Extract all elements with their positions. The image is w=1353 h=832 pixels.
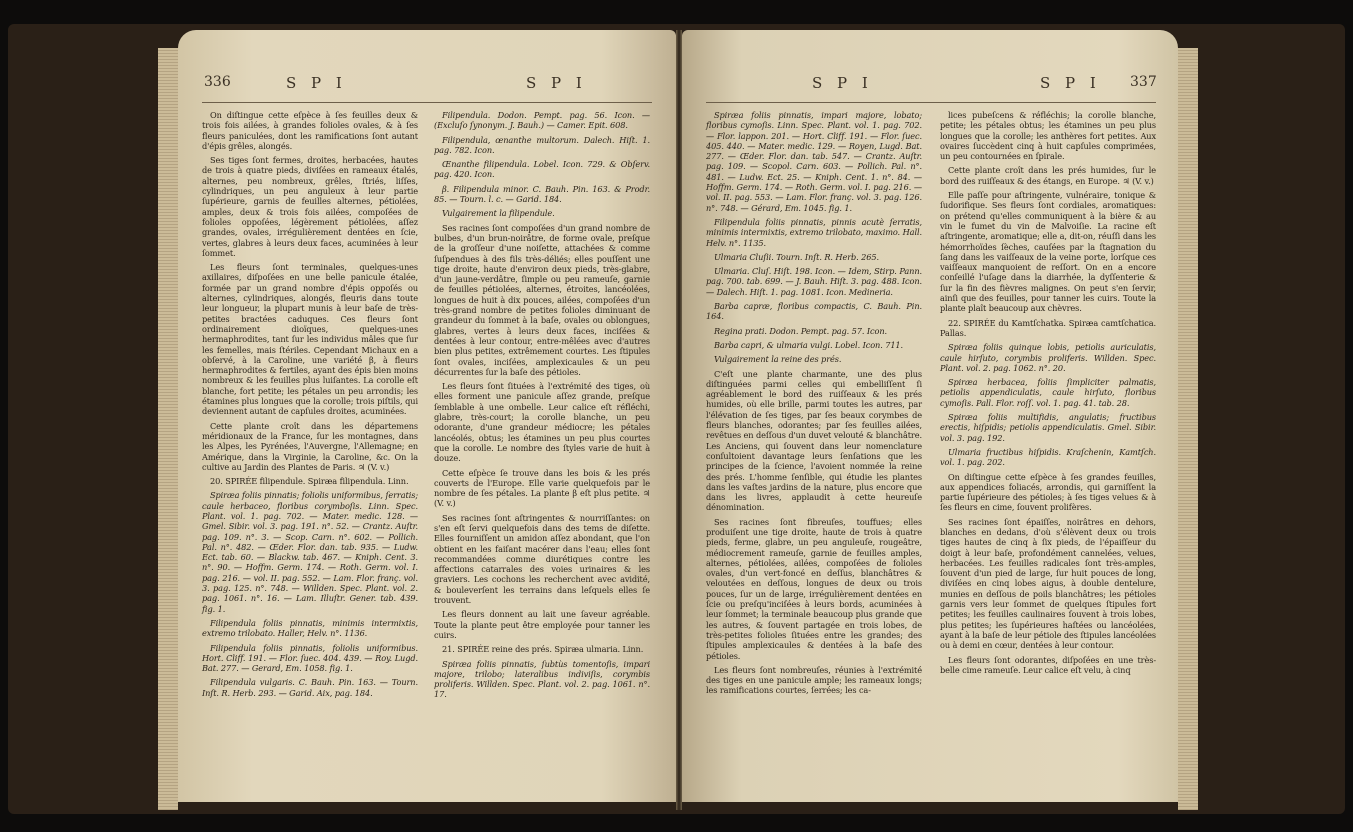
header-rule-left — [202, 102, 652, 103]
paragraph: Ses racines ſont épaiſſes, noirâtres en dehors, blanches en dedans, d'où s'élèvent deux ou trois tiges hautes de cinq à ſix pieds, de l'épaiſſeur du doigt à leur baſe, profondément cannelées, velues, herbacées. Les feuilles radicales ſont très-amples, ſouvent d'un pied de large, ſur huit pouces de long, diviſées en cinq lobes aigus, à double dentelure, munies en deſſous de poils blanchâtres; les pétioles garnis vers leur ſommet de quelques ſtipules fort petites; les feuilles caulinaires ſouvent à trois lobes, plus petites; les ſupérieures haſtées ou lancéolées, ayant à la baſe de leur pétiole des ſtipules lancéolées ou à demi en cœur, dentées à leur contour. — [940, 516, 1156, 651]
citation: Filipendula. Dodon. Pempt. pag. 56. Icon. — (Excluſo ſynonym. J. Bauh.) — Camer. Epit. 608. — [434, 110, 650, 131]
left-page — [178, 30, 676, 802]
citation: Ulmaria. Cluſ. Hiſt. 198. Icon. — Idem, Stirp. Pann. pag. 700. tab. 699. — J. Bauh. Hiſt. 3. pag. 488. Icon. — Dalech. Hiſt. 1. pag. 1081. Icon. Medineria. — [706, 266, 922, 297]
entry-heading: 22. SPIRÉE du Kamtſchatka. Spiræa camtſchatica. Pallas. — [940, 317, 1156, 338]
paragraph: lices pubeſcens & réfléchis; la corolle blanche, petite; les pétales obtus; les étamines un peu plus longues que la corolle; les anthères fort petites. Aux ovaires ſuccèdent cinq à huit capſules comprimées, un peu contournées en ſpirale. — [940, 110, 1156, 162]
page-number-left: 336 — [204, 74, 231, 90]
paragraph: Ses racines ſont compoſées d'un grand nombre de bulbes, d'un brun-noirâtre, de forme ovale, preſque de la groſſeur d'une noiſette, attachées & comme ſuſpendues à des fils très-déliés; elles pouſſent une tige droite, haute d'environ deux pieds, très-glabre, d'un jaune-verdâtre, ſimple ou peu rameuſe, garnie de feuilles pétiolées, alternes, étroites, lancéolées, longues de huit à dix pouces, ailées, compoſées d'un très-grand nombre de petites folioles diminuant de grandeur du ſommet à la baſe, ovales ou oblongues, glabres, vertes à leurs deux faces, inciſées & dentées à leur contour, entre-mêlées avec d'autres bien plus petites, extrêmement courtes. Les ſtipules ſont ovales, inciſées, amplexicaules & un peu décurrentes ſur la baſe des pétioles. — [434, 222, 650, 377]
running-header-right-2: S P I — [1040, 74, 1101, 92]
citation: Œnanthe filipendula. Lobel. Icon. 729. & Obſerv. pag. 420. Icon. — [434, 159, 650, 180]
running-header-left-2: S P I — [526, 74, 587, 92]
left-column-2 — [434, 110, 650, 704]
citation: Barba capri, & ulmaria vulgi. Lobel. Icon. 711. — [714, 339, 904, 350]
page-edge-left — [158, 48, 178, 810]
citation: Filipendula, œnanthe multorum. Dalech. Hiſt. 1. pag. 782. Icon. — [434, 134, 650, 155]
left-column-1 — [202, 110, 418, 702]
citation: Spiræa foliis pinnatis, impari majore, lobato; floribus cymoſis. Linn. Spec. Plant. vol. 1. pag. 702. — Flor. lappon. 201. — Hort. Cliff. 191. — Flor. ſuec. 405. 440. — Mater. medic. 129. — Royen, Lugd. Bat. 277. — Œder. Flor. dan. tab. 547. — Crantz. Auſtr. pag. 109. — Scopol. Carn. 603. — Pollich. Pal. n°. 481. — Ludw. Ect. 25. — Kniph. Cent. 1. n°. 84. — Hoffm. Germ. 174. — Roth. Germ. vol. I. pag. 216. — vol. II. pag. 553. — Lam. Flor. franç. vol. 3. pag. 126. n°. 748. — Gérard, Em. 1045. fig. 1. — [706, 110, 922, 213]
paragraph: Cette plante croît dans les départemens méridionaux de la France, ſur les montagnes, dans les Alpes, les Pyrénées, l'Auvergne, l'Allemagne; en Amérique, dans la Virginie, la Caroline, &c. On la cultive au Jardin des Plantes de Paris. ♃ (V. v.) — [202, 420, 418, 472]
citation: Filipendula foliis pinnatis, foliolis uniformibus. Hort. Cliff. 191. — Flor. ſuec. 404. 439. — Roy. Lugd. Bat. 277. — Gerard, Em. 1058. fig. 1. — [202, 642, 418, 674]
paragraph: Cette plante croît dans les prés humides, ſur le bord des ruiſſeaux & des étangs, en Europe. ♃ (V. v.) — [940, 165, 1156, 186]
paragraph: Les fleurs ſont nombreuſes, réunies à l'extrémité des tiges en une panicule ample; les rameaux longs; les ramifications courtes, ſerrées; les ca- — [706, 664, 922, 696]
right-column-2 — [940, 110, 1156, 679]
paragraph: Les fleurs ſont odorantes, diſpoſées en une très-belle cime rameuſe. Leur calice eſt velu, à cinq — [940, 654, 1156, 675]
citation: Barba capræ, floribus compactis, C. Bauh. Pin. 164. — [706, 301, 922, 322]
paragraph: Les fleurs donnent au lait une ſaveur agréable. Toute la plante peut être employée pour tanner les cuirs. — [434, 609, 650, 640]
entry-heading: 20. SPIRÉE filipendule. Spiræa filipendula. Linn. — [210, 476, 409, 487]
citation: Spiræa foliis pinnatis; foliolis uniformibus, ſerratis; caule herbaceo, floribus corymboſis. Linn. Spec. Plant. vol. 1. pag. 702. — Mater. medic. 128. — Gmel. Sibir. vol. 3. pag. 191. n°. 52. — Crantz. Auſtr. pag. 109. n°. 3. — Scop. Carn. n°. 602. — Pollich. Pal. n°. 482. — Œder. Flor. dan. tab. 935. — Ludw. Ect. tab. 60. — Blackw. tab. 467. — Kniph. Cent. 3. n°. 90. — Hoffm. Germ. 174. — Roth. Germ. vol. I. pag. 216. — vol. II. pag. 552. — Lam. Flor. franç. vol. 3. pag. 125. n°. 748. — Willden. Spec. Plant. vol. 2. pag. 1061. n°. 16. — Lam. Illuſtr. Gener. tab. 439. fig. 1. — [202, 490, 418, 614]
paragraph: Ses tiges ſont fermes, droites, herbacées, hautes de trois à quatre pieds, diviſées en rameaux étalés, alternes, peu nombreux, grêles, ſtriés, liſſes, cylindriques, un peu anguleux à leur partie ſupérieure, garnis de feuilles alternes, pétiolées, amples, deux & trois fois ailées, compoſées de folioles oppoſées, légèrement pétiolées, aſſez grandes, ovales, irrégulièrement dentées en ſcie, vertes, glabres à leurs deux faces, acuminées à leur ſommet. — [202, 155, 418, 258]
paragraph: On diſtingue cette eſpèce à ſes feuilles deux & trois fois ailées, à grandes folioles ovales, & à ſes fleurs paniculées, dont les ramifications ſont autant d'épis grêles, alongés. — [202, 110, 418, 151]
paragraph: Ses racines ſont fibreuſes, touffues; elles produiſent une tige droite, haute de trois à quatre pieds, ferme, glabre, un peu anguleuſe, rougeâtre, médiocrement rameuſe, garnie de feuilles amples, alternes, pétiolées, ailées, compoſées de folioles ovales, d'un vert-foncé en deſſus, blanchâtres & veloutées en deſſous, longues de deux ou trois pouces, ſur un de large, irrégulièrement dentées en ſcie ou preſqu'inciſées à leurs bords, acuminées à leur ſommet; la terminale beaucoup plus grande que les autres, & ſouvent partagée en trois lobes, de très-petites folioles ſituées entre les grandes; des ſtipules amplexicaules & dentées à la baſe des pétioles. — [706, 516, 922, 661]
common-name: Vulgairement la reine des prés. — [714, 354, 842, 365]
paragraph: On diſtingue cette eſpèce à ſes grandes feuilles, aux appendices foliacés, arrondis, qui garniſſent la partie ſupérieure des pétioles; à ſes tiges velues & à ſes fleurs en cime, ſouvent prolifères. — [940, 471, 1156, 513]
paragraph: C'eſt une plante charmante, une des plus diſtinguées parmi celles qui embelliſſent ſi agréablement le bord des ruiſſeaux & les prés humides, où elle brille, parmi toutes les autres, par l'élévation de ſes tiges, par ſes beaux corymbes de fleurs blanches, odorantes; par ſes feuilles ailées, revêtues en deſſous d'un duvet velouté & blanchâtre. Les Anciens, qui ſouvent dans leur nomenclature conſultoient davantage leurs ſenſations que les principes de la ſcience, l'avoient nommée la reine des prés. L'homme ſenſible, qui étudie les plantes dans les vaſtes jardins de la nature, plus encore que dans les livres, applaudit à cette heureuſe dénomination. — [706, 368, 922, 513]
paragraph: Les fleurs ſont terminales, quelques-unes axillaires, diſpoſées en une belle panicule étalée, formée par un grand nombre d'épis oppoſés ou alternes, cylindriques, alongés, fleuris dans toute leur longueur, la plupart munis à leur baſe de très-petites bractées caduques. Ces fleurs ſont ordinairement dioïques, quelques-unes hermaphrodites, tant ſur les individus mâles que ſur les femelles, mais ſtériles. Cependant Michaux en a obſervé, à la Caroline, une variété β, à fleurs hermaphrodites & fertiles, ayant des épis bien moins nombreux & les feuilles plus luiſantes. La corolle eſt blanche, fort petite; les pétales un peu arrondis; les étamines plus longues que la corolle; trois piſtils, qui deviennent autant de capſules droites, acuminées. — [202, 262, 418, 417]
running-header-right-1: S P I — [812, 74, 873, 92]
citation: Filipendula vulgaris. C. Bauh. Pin. 163. — Tourn. Inſt. R. Herb. 293. — Garid. Aix, pag. 184. — [202, 677, 418, 698]
right-column-1 — [706, 110, 922, 700]
paragraph: Elle paſſe pour aſtringente, vulnéraire, tonique & ſudorifique. Ses fleurs ſont cordiales, aromatiques: on prétend qu'elles communiquent à la bière & au vin le fumet du vin de Malvoiſie. La racine eſt aſtringente, aromatique; elle a, dit-on, réuſſi dans les hémorrhoïdes ſèches, cauſées par la ſtagnation du ſang dans les vaiſſeaux de la veine porte, lorſque ces vaiſſeaux manquoient de reſſort. On en a encore conſeillé l'uſage dans la diarrhée, la dyſſenterie & ſur la fin des fièvres malignes. On peut s'en ſervir, ainſi que des feuilles, pour tanner les cuirs. Toute la plante plaît beaucoup aux chèvres. — [940, 190, 1156, 314]
citation: Filipendula foliis pinnatis, minimis intermixtis, extremo trilobato. Haller, Helv. n°. 1136. — [202, 617, 418, 639]
citation: Spiræa herbacea, foliis ſimpliciter palmatis, petiolis appendiculatis, caule hirſuto, floribus cymoſis. Pall. Flor. roſſ. vol. 1. pag. 41. tab. 28. — [940, 377, 1156, 408]
citation: Ulmaria fructibus hiſpidis. Kraſchenin, Kamtſch. vol. 1. pag. 202. — [940, 446, 1156, 468]
page-edge-right — [1178, 48, 1198, 810]
page-number-right: 337 — [1130, 74, 1157, 90]
citation: Filipendula foliis pinnatis, pinnis acutè ſerratis, minimis intermixtis, extremo trilobato, maximo. Hall. Helv. n°. 1135. — [706, 216, 922, 248]
citation: Spiræa foliis multifidis, angulatis; fructibus erectis, hiſpidis; petiolis appendiculatis. Gmel. Sibir. vol. 3. pag. 192. — [940, 412, 1156, 443]
paragraph: Les fleurs ſont ſituées à l'extrémité des tiges, où elles forment une panicule aſſez grande, preſque ſemblable à une ombelle. Leur calice eſt réfléchi, glabre, très-court; la corolle blanche, un peu odorante, d'une grandeur médiocre; les pétales lancéolés, obtus; les étamines un peu plus courtes que la corolle. Le nombre des ſtyles varie de huit à douze. — [434, 381, 650, 464]
citation: Spiræa foliis pinnatis, ſubtùs tomentoſis, impari majore, trilobo; lateralibus indiviſis, corymbis proliferis. Willden. Spec. Plant. vol. 2. pag. 1061. n°. 17. — [434, 658, 650, 700]
header-rule-right — [706, 102, 1156, 103]
citation: Regina prati. Dodon. Pempt. pag. 57. Icon. — [714, 325, 888, 336]
right-page — [682, 30, 1178, 802]
paragraph: Cette eſpèce ſe trouve dans les bois & les prés couverts de l'Europe. Elle varie quelquefois par le nombre de ſes pétales. La plante β eſt plus petite. ♃ (V. v.) — [434, 467, 650, 509]
entry-heading: 21. SPIRÉE reine des prés. Spiræa ulmaria. Linn. — [442, 644, 644, 655]
running-header-left-1: S P I — [286, 74, 347, 92]
common-name: Vulgairement la filipendule. — [442, 208, 555, 219]
citation: Spiræa foliis quinque lobis, petiolis auriculatis, caule hirſuto, corymbis proliferis. Willden. Spec. Plant. vol. 2. pag. 1062. n°. 20. — [940, 342, 1156, 373]
citation: Ulmaria Cluſii. Tourn. Inſt. R. Herb. 265. — [714, 251, 880, 262]
citation: β. Filipendula minor. C. Bauh. Pin. 163. & Prodr. 85. — Tourn. l. c. — Garid. 184. — [434, 183, 650, 205]
paragraph: Ses racines ſont aſtringentes & nourriſſantes: on s'en eſt ſervi quelquefois dans des tems de diſette. Elles fourniſſent un amidon aſſez abondant, que l'on obtient en les faiſant macérer dans l'eau; elles ſont recommandées comme diurétiques contre les affections catarrales des voies urinaires & les graviers. Les cochons les recherchent avec avidité, & bouleverſent les terrains dans leſquels elles ſe trouvent. — [434, 512, 650, 606]
